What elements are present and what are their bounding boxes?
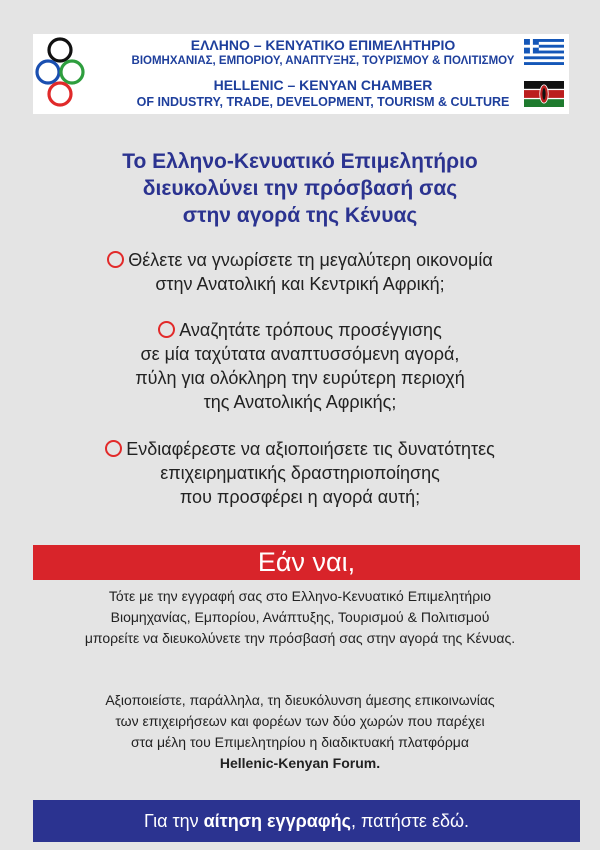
question-line: πύλη για ολόκληρη την ευρύτερη περιοχή [135, 368, 465, 388]
question-economy [30, 248, 570, 296]
ring-red [49, 83, 71, 105]
question-line: σε μία ταχύτατα αναπτυσσόμενη αγορά, [140, 344, 460, 364]
question-line: Θέλετε να γνωρίσετε τη μεγαλύτερη οικονομία [128, 250, 493, 270]
question-line: επιχειρηματικής δραστηριοποίησης [160, 463, 440, 483]
question-line: Αναζητάτε τρόπους προσέγγισης [179, 320, 442, 340]
circle-bullet-icon [107, 251, 124, 268]
paragraph-line: Αξιοποιείστε, παράλληλα, τη διευκόλυνση άμεσης επικοινωνίας [105, 692, 495, 708]
forum-paragraph [20, 690, 580, 774]
cta-suffix: , πατήστε εδώ. [351, 811, 470, 831]
chamber-logo-header [33, 34, 569, 114]
cta-bold-link[interactable]: αίτηση εγγραφής [203, 811, 352, 831]
question-opportunities [30, 437, 570, 509]
ring-black [49, 39, 71, 61]
question-line: στην Ανατολική και Κεντρική Αφρική; [155, 274, 445, 294]
paragraph-line: Βιομηχανίας, Εμπορίου, Ανάπτυξης, Τουρισμού & Πολιτισμού [110, 609, 490, 625]
circle-bullet-icon [158, 321, 175, 338]
headline-line: στην αγορά της Κένυας [182, 204, 418, 227]
ring-green [61, 61, 83, 83]
if-yes-banner: Εάν ναι, [33, 545, 580, 580]
greek-flag-icon [524, 39, 564, 65]
registration-paragraph [20, 586, 580, 649]
ring-blue [37, 61, 59, 83]
chamber-rings-logo [33, 34, 89, 114]
kenyan-flag-icon [524, 81, 564, 107]
circle-bullet-icon [105, 440, 122, 457]
question-approach [60, 318, 540, 414]
main-headline [40, 148, 560, 229]
paragraph-line: μπορείτε να διευκολύνετε την πρόσβασή σας στην αγορά της Κένυας. [84, 630, 516, 646]
paragraph-line: στα μέλη του Επιμελητηρίου η διαδικτυακή πλατφόρμα [131, 734, 469, 750]
header-greek-title: ΕΛΛΗΝΟ – ΚΕΝΥΑΤΙΚΟ ΕΠΙΜΕΛΗΤΗΡΙΟ [190, 37, 456, 53]
question-line: που προσφέρει η αγορά αυτή; [179, 487, 421, 507]
paragraph-line: Τότε με την εγγραφή σας στο Ελληνο-Κενυατικό Επιμελητήριο [108, 588, 492, 604]
header-english-title: HELLENIC – KENYAN CHAMBER [213, 77, 433, 93]
cta-prefix: Για την [143, 811, 204, 831]
header-greek-subtitle: ΒΙΟΜΗΧΑΝΙΑΣ, ΕΜΠΟΡΙΟΥ, ΑΝΑΠΤΥΞΗΣ, ΤΟΥΡΙΣΜΟΥ & ΠΟΛΙΤΙΣΜΟΥ [131, 55, 515, 67]
registration-application-button[interactable] [33, 800, 580, 842]
headline-line: Το Ελληνο-Κενυατικό Επιμελητήριο [122, 150, 478, 173]
paragraph-line: των επιχειρήσεων και φορέων των δύο χωρών που παρέχει [115, 713, 485, 729]
headline-line: διευκολύνει την πρόσβασή σας [142, 177, 458, 200]
question-line: Ενδιαφέρεστε να αξιοποιήσετε τις δυνατότητες [126, 439, 495, 459]
header-english-subtitle: OF INDUSTRY, TRADE, DEVELOPMENT, TOURISM & CULTURE [136, 95, 510, 109]
forum-name: Hellenic-Kenyan Forum. [219, 755, 381, 771]
question-line: της Ανατολικής Αφρικής; [203, 392, 397, 412]
